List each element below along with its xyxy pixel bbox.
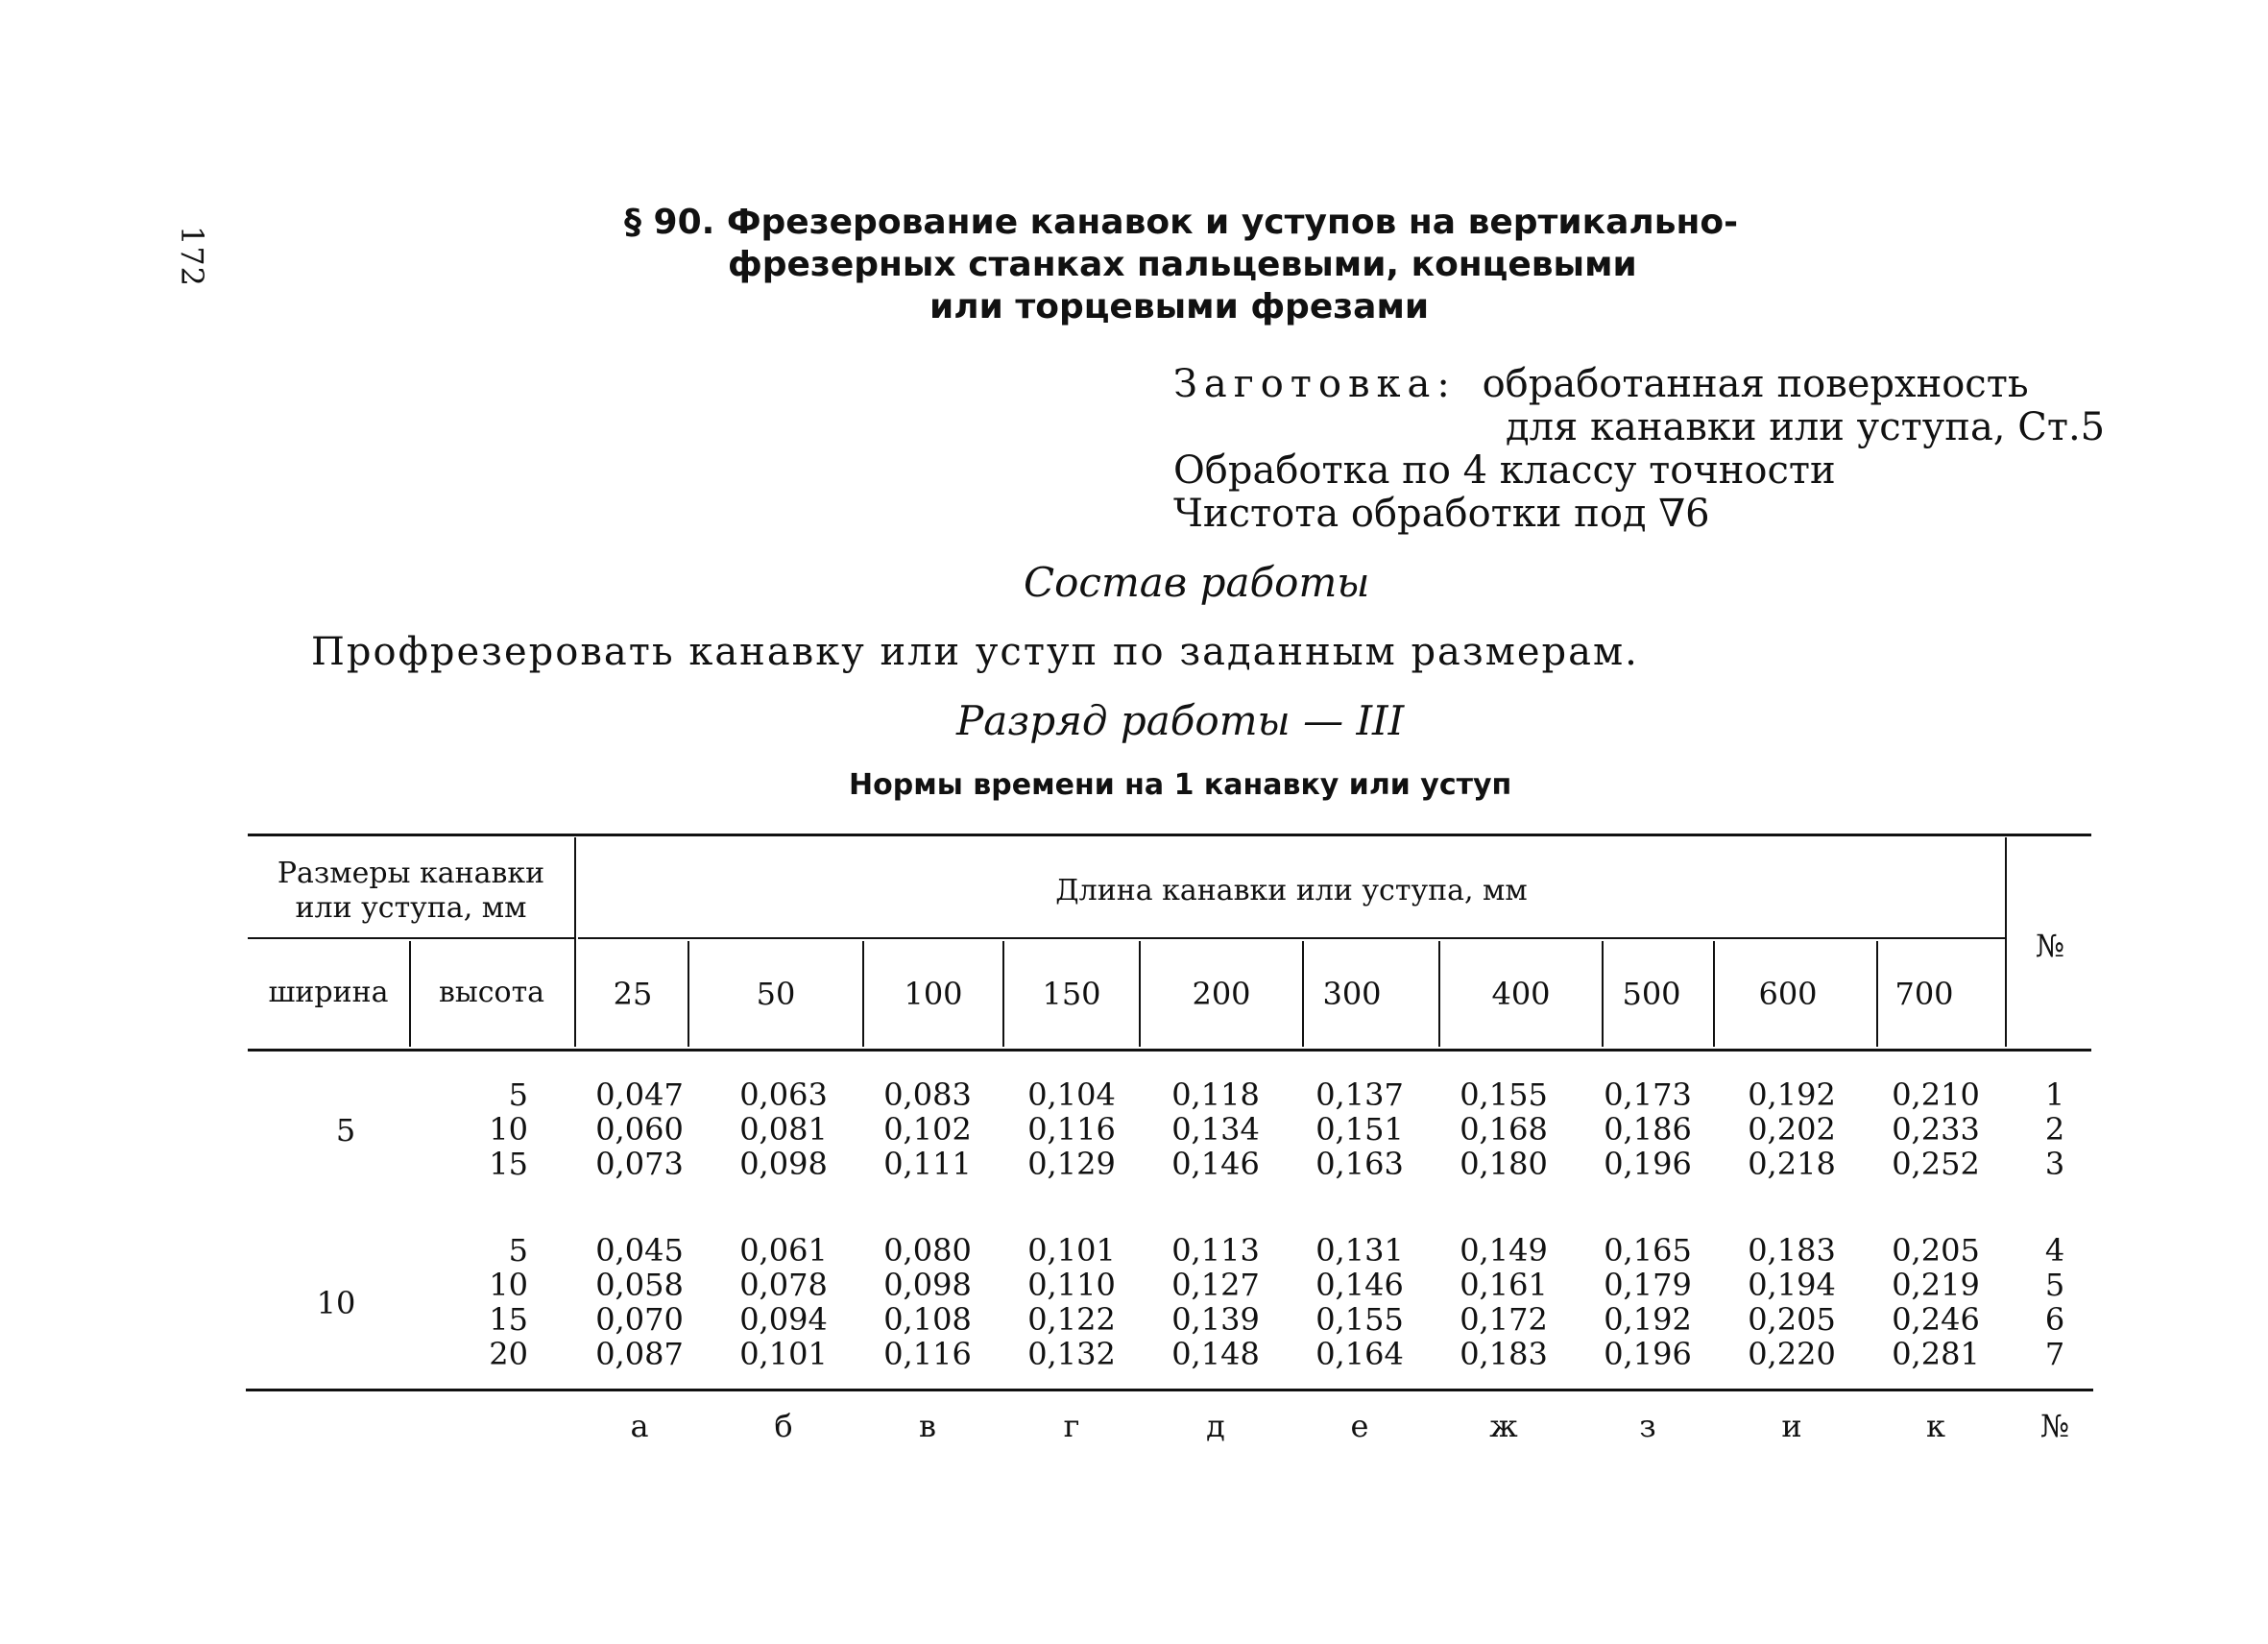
value-cell: 0,192 bbox=[1748, 1076, 1836, 1113]
value-cell: 0,146 bbox=[1171, 1146, 1260, 1182]
workpiece-block bbox=[1173, 363, 2105, 536]
table-top-rule bbox=[248, 834, 2091, 836]
value-cell: 0,134 bbox=[1171, 1111, 1260, 1148]
workpiece-value-2: для канавки или уступа, Ст.5 bbox=[1506, 405, 2106, 449]
height-column bbox=[432, 1077, 528, 1181]
header-bottom-rule bbox=[248, 1049, 2091, 1052]
value-cell: 0,220 bbox=[1748, 1336, 1836, 1372]
work-composition-title: Состав работы bbox=[1024, 559, 1370, 606]
value-column bbox=[860, 1077, 995, 1181]
row-number-column bbox=[2026, 1077, 2084, 1181]
value-cell: 0,098 bbox=[883, 1267, 972, 1303]
value-cell: 0,087 bbox=[595, 1336, 684, 1372]
value-cell: 0,078 bbox=[739, 1267, 828, 1303]
value-cell: 0,151 bbox=[1315, 1111, 1404, 1148]
value-cell: 0,196 bbox=[1604, 1146, 1692, 1182]
row-number: 6 bbox=[2044, 1301, 2065, 1338]
value-cell: 0,148 bbox=[1171, 1336, 1260, 1372]
column-letter: к bbox=[1926, 1408, 1945, 1444]
value-cell: 0,194 bbox=[1748, 1267, 1836, 1303]
value-cell: 0,219 bbox=[1892, 1267, 1980, 1303]
work-grade: Разряд работы — III bbox=[956, 697, 1405, 744]
column-letter: в bbox=[918, 1408, 936, 1444]
height-cell: 15 bbox=[489, 1146, 528, 1182]
value-column bbox=[1292, 1077, 1427, 1181]
value-cell: 0,146 bbox=[1315, 1267, 1404, 1303]
row-number: 2 bbox=[2044, 1111, 2065, 1148]
value-column bbox=[1869, 1233, 2003, 1371]
value-column bbox=[1725, 1077, 1859, 1181]
value-cell: 0,139 bbox=[1171, 1301, 1260, 1338]
value-cell: 0,127 bbox=[1171, 1267, 1260, 1303]
height-cell: 10 bbox=[489, 1111, 528, 1148]
value-cell: 0,080 bbox=[883, 1232, 972, 1269]
column-letter: д bbox=[1206, 1408, 1225, 1444]
length-header-cell: 150 bbox=[1042, 976, 1101, 1012]
row-number: 7 bbox=[2044, 1336, 2065, 1372]
no-header: № bbox=[2035, 928, 2065, 964]
length-header-cell: 50 bbox=[756, 976, 796, 1012]
value-cell: 0,165 bbox=[1604, 1232, 1692, 1269]
width-header: ширина bbox=[268, 976, 389, 1009]
value-column bbox=[1436, 1233, 1571, 1371]
value-cell: 0,196 bbox=[1604, 1336, 1692, 1372]
value-cell: 0,102 bbox=[883, 1111, 972, 1148]
length-header-cell: 100 bbox=[904, 976, 963, 1012]
value-cell: 0,186 bbox=[1604, 1111, 1692, 1148]
row-number: 4 bbox=[2044, 1232, 2065, 1269]
value-column bbox=[1436, 1077, 1571, 1181]
body-bottom-rule bbox=[246, 1389, 2093, 1391]
height-column bbox=[432, 1233, 528, 1371]
value-column bbox=[1292, 1233, 1427, 1371]
value-cell: 0,180 bbox=[1460, 1146, 1548, 1182]
height-cell: 20 bbox=[489, 1336, 528, 1372]
value-cell: 0,137 bbox=[1315, 1076, 1404, 1113]
value-cell: 0,192 bbox=[1604, 1301, 1692, 1338]
group-width: 5 bbox=[335, 1112, 356, 1148]
dims-divider bbox=[574, 837, 576, 1047]
value-cell: 0,063 bbox=[739, 1076, 828, 1113]
value-cell: 0,047 bbox=[595, 1076, 684, 1113]
height-cell: 10 bbox=[489, 1267, 528, 1303]
page-number: 172 bbox=[174, 225, 211, 288]
value-cell: 0,233 bbox=[1892, 1111, 1980, 1148]
value-cell: 0,205 bbox=[1748, 1301, 1836, 1338]
value-column bbox=[716, 1077, 851, 1181]
dims-subheader-rule bbox=[248, 937, 574, 939]
table-title: Нормы времени на 1 канавку или уступ bbox=[849, 768, 1512, 802]
value-column bbox=[1148, 1077, 1283, 1181]
value-cell: 0,210 bbox=[1892, 1076, 1980, 1113]
value-cell: 0,058 bbox=[595, 1267, 684, 1303]
value-column bbox=[572, 1233, 707, 1371]
heading-line-1: § 90. Фрезерование канавок и уступов на вертикально- bbox=[624, 203, 1739, 242]
column-letter: з bbox=[1639, 1408, 1656, 1444]
value-cell: 0,081 bbox=[739, 1111, 828, 1148]
work-description: Профрезеровать канавку или уступ по заданным размерам. bbox=[311, 630, 1639, 674]
value-cell: 0,218 bbox=[1748, 1146, 1836, 1182]
row-number-column bbox=[2026, 1233, 2084, 1371]
column-letter: г bbox=[1063, 1408, 1080, 1444]
value-cell: 0,161 bbox=[1460, 1267, 1548, 1303]
no-column-divider bbox=[2005, 837, 2007, 1047]
value-cell: 0,281 bbox=[1892, 1336, 1980, 1372]
value-cell: 0,104 bbox=[1027, 1076, 1116, 1113]
group-width: 10 bbox=[316, 1285, 356, 1321]
value-cell: 0,108 bbox=[883, 1301, 972, 1338]
value-cell: 0,098 bbox=[739, 1146, 828, 1182]
value-cell: 0,183 bbox=[1460, 1336, 1548, 1372]
value-column bbox=[716, 1233, 851, 1371]
workpiece-label: Заготовка: bbox=[1173, 362, 1457, 406]
value-cell: 0,073 bbox=[595, 1146, 684, 1182]
value-cell: 0,155 bbox=[1315, 1301, 1404, 1338]
value-cell: 0,168 bbox=[1460, 1111, 1548, 1148]
value-cell: 0,101 bbox=[739, 1336, 828, 1372]
value-cell: 0,183 bbox=[1748, 1232, 1836, 1269]
workpiece-value-1: обработанная поверхность bbox=[1482, 362, 2029, 406]
value-cell: 0,132 bbox=[1027, 1336, 1116, 1372]
length-subheader-rule bbox=[578, 937, 2005, 939]
value-cell: 0,060 bbox=[595, 1111, 684, 1148]
value-cell: 0,118 bbox=[1171, 1076, 1260, 1113]
value-column bbox=[572, 1077, 707, 1181]
value-column bbox=[1869, 1077, 2003, 1181]
column-letter: и bbox=[1781, 1408, 1802, 1444]
accuracy-class: Обработка по 4 классу точности bbox=[1173, 448, 1836, 493]
value-cell: 0,116 bbox=[883, 1336, 972, 1372]
height-cell: 15 bbox=[489, 1301, 528, 1338]
section-heading bbox=[567, 202, 1738, 328]
value-cell: 0,061 bbox=[739, 1232, 828, 1269]
column-letter: а bbox=[630, 1408, 649, 1444]
value-cell: 0,070 bbox=[595, 1301, 684, 1338]
value-cell: 0,149 bbox=[1460, 1232, 1548, 1269]
footer-no: № bbox=[2039, 1408, 2070, 1444]
length-header-cell: 600 bbox=[1758, 976, 1818, 1012]
height-cell: 5 bbox=[508, 1232, 528, 1269]
value-cell: 0,111 bbox=[883, 1146, 972, 1182]
value-cell: 0,113 bbox=[1171, 1232, 1260, 1269]
row-number: 3 bbox=[2044, 1146, 2065, 1182]
value-cell: 0,045 bbox=[595, 1232, 684, 1269]
length-header-cell: 400 bbox=[1491, 976, 1551, 1012]
value-cell: 0,110 bbox=[1027, 1267, 1116, 1303]
value-cell: 0,101 bbox=[1027, 1232, 1116, 1269]
value-cell: 0,116 bbox=[1027, 1111, 1116, 1148]
length-header-cell: 500 bbox=[1622, 976, 1681, 1012]
value-cell: 0,172 bbox=[1460, 1301, 1548, 1338]
length-header-cell: 300 bbox=[1322, 976, 1382, 1012]
row-number: 1 bbox=[2044, 1076, 2065, 1113]
dims-header bbox=[250, 857, 572, 926]
column-letter: б bbox=[774, 1408, 793, 1444]
value-column bbox=[1725, 1233, 1859, 1371]
column-letter: ж bbox=[1489, 1408, 1518, 1444]
value-cell: 0,083 bbox=[883, 1076, 972, 1113]
row-number: 5 bbox=[2044, 1267, 2065, 1303]
value-cell: 0,246 bbox=[1892, 1301, 1980, 1338]
value-cell: 0,164 bbox=[1315, 1336, 1404, 1372]
height-cell: 5 bbox=[508, 1076, 528, 1113]
value-column bbox=[1580, 1233, 1715, 1371]
dims-header-line-2: или уступа, мм bbox=[295, 891, 527, 925]
value-column bbox=[860, 1233, 995, 1371]
value-column bbox=[1004, 1077, 1139, 1181]
value-cell: 0,179 bbox=[1604, 1267, 1692, 1303]
value-column bbox=[1004, 1233, 1139, 1371]
value-column bbox=[1148, 1233, 1283, 1371]
dims-header-line-1: Размеры канавки bbox=[277, 857, 545, 890]
value-cell: 0,252 bbox=[1892, 1146, 1980, 1182]
surface-finish: Чистота обработки под ∇6 bbox=[1173, 492, 1710, 536]
length-header: Длина канавки или уступа, мм bbox=[1055, 874, 1528, 907]
value-cell: 0,122 bbox=[1027, 1301, 1116, 1338]
value-cell: 0,131 bbox=[1315, 1232, 1404, 1269]
heading-line-3: или торцевыми фрезами bbox=[929, 287, 1430, 326]
value-cell: 0,173 bbox=[1604, 1076, 1692, 1113]
value-cell: 0,163 bbox=[1315, 1146, 1404, 1182]
length-header-cell: 200 bbox=[1192, 976, 1251, 1012]
value-column bbox=[1580, 1077, 1715, 1181]
height-header: высота bbox=[438, 976, 545, 1009]
length-header-cell: 25 bbox=[613, 976, 653, 1012]
heading-line-2: фрезерных станках пальцевыми, концевыми bbox=[728, 245, 1637, 284]
value-cell: 0,094 bbox=[739, 1301, 828, 1338]
column-letter: е bbox=[1350, 1408, 1369, 1444]
length-header-cell: 700 bbox=[1894, 976, 1954, 1012]
value-cell: 0,129 bbox=[1027, 1146, 1116, 1182]
value-cell: 0,155 bbox=[1460, 1076, 1548, 1113]
value-cell: 0,205 bbox=[1892, 1232, 1980, 1269]
value-cell: 0,202 bbox=[1748, 1111, 1836, 1148]
